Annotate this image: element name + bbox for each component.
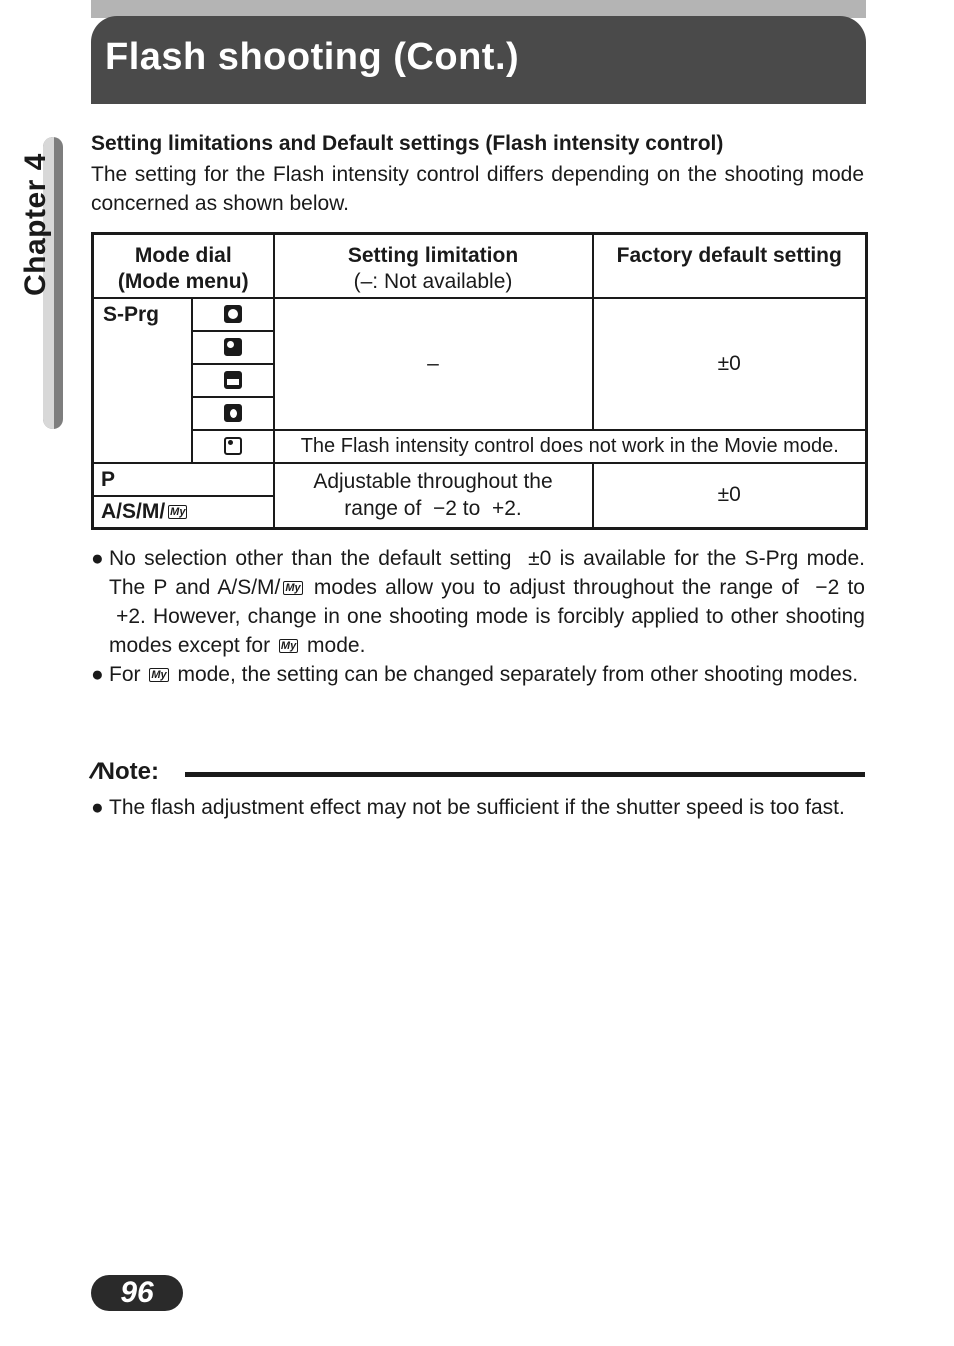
table-row-p (93, 463, 867, 496)
table-row-sprg-5 (93, 430, 867, 463)
bullet-2-text-b: mode, the setting can be changed separately from other shooting modes. (171, 663, 859, 686)
movie-mode-note: The Flash intensity control does not work in the Movie mode. (274, 430, 867, 463)
note-heading (86, 757, 159, 786)
bullet-list (91, 544, 865, 689)
header-mode-dial-line1: Mode dial (134, 244, 232, 267)
landscape-portrait-mode-icon (192, 364, 274, 397)
note-heading-text: Note: (97, 758, 159, 785)
header-setting-limitation-title: Setting limitation (347, 244, 519, 267)
movie-mode-icon (192, 430, 274, 463)
p-asm-limitation (274, 463, 593, 529)
asm-label: A/S/M/ (101, 499, 166, 523)
bullet-dot-icon: ● (91, 547, 104, 570)
list-item (91, 660, 865, 689)
section-intro: The setting for the Flash intensity control differs depending on the shooting mode concerned as shown below. (91, 163, 864, 215)
p-asm-limitation-line2: range of −2 to +2. (344, 497, 522, 521)
p-asm-default: ±0 (593, 463, 867, 529)
page-title: Flash shooting (Cont.) (105, 36, 520, 78)
section-heading: Setting limitations and Default settings (Flash intensity control) (91, 132, 724, 155)
bullet-dot-icon: ● (91, 796, 104, 819)
bullet-1-text-a: No selection other than the default setting ±0 is available for the S-Prg mode. The P and A/S/M/ (109, 547, 865, 599)
bullet-1-text-b: modes allow you to adjust throughout the range of −2 to +2. However, change in one shooting mode is forcibly applied to other shooting modes except for (109, 576, 865, 657)
my-mode-icon: My (285, 582, 301, 595)
my-mode-icon: My (280, 640, 297, 653)
header-mode-dial-line2: (Mode menu) (117, 270, 249, 293)
table-row-sprg (93, 298, 867, 331)
my-mode-icon: My (151, 669, 167, 682)
sprg-limitation: – (274, 298, 593, 430)
table-header-row (93, 234, 867, 298)
note-body-text: The flash adjustment effect may not be sufficient if the shutter speed is too fast. (109, 796, 845, 819)
list-item (91, 544, 865, 660)
settings-table (91, 232, 868, 530)
my-mode-icon: My (170, 506, 186, 519)
sprg-default: ±0 (593, 298, 867, 430)
asm-label-cell (93, 496, 274, 529)
sprg-label: S-Prg (93, 298, 192, 463)
bullet-2-text-a: For (109, 663, 147, 686)
header-mode-dial (93, 234, 274, 298)
note-body (91, 793, 865, 822)
p-asm-limitation-line1: Adjustable throughout the (313, 470, 553, 494)
bullet-dot-icon: ● (91, 663, 104, 686)
pencil-icon: / (86, 757, 103, 786)
bullet-1-text-c: mode. (301, 634, 366, 657)
list-item (91, 793, 865, 822)
header-setting-limitation-sub: (–: Not available) (353, 270, 513, 293)
note-divider (185, 772, 865, 777)
chapter-label: Chapter 4 (19, 153, 52, 296)
p-label: P (93, 463, 274, 496)
night-scene-mode-icon (192, 397, 274, 430)
page-number: 96 (120, 1276, 154, 1309)
header-factory-default: Factory default setting (593, 234, 867, 298)
portrait-mode-icon (192, 298, 274, 331)
header-setting-limitation (274, 234, 593, 298)
sports-mode-icon (192, 331, 274, 364)
